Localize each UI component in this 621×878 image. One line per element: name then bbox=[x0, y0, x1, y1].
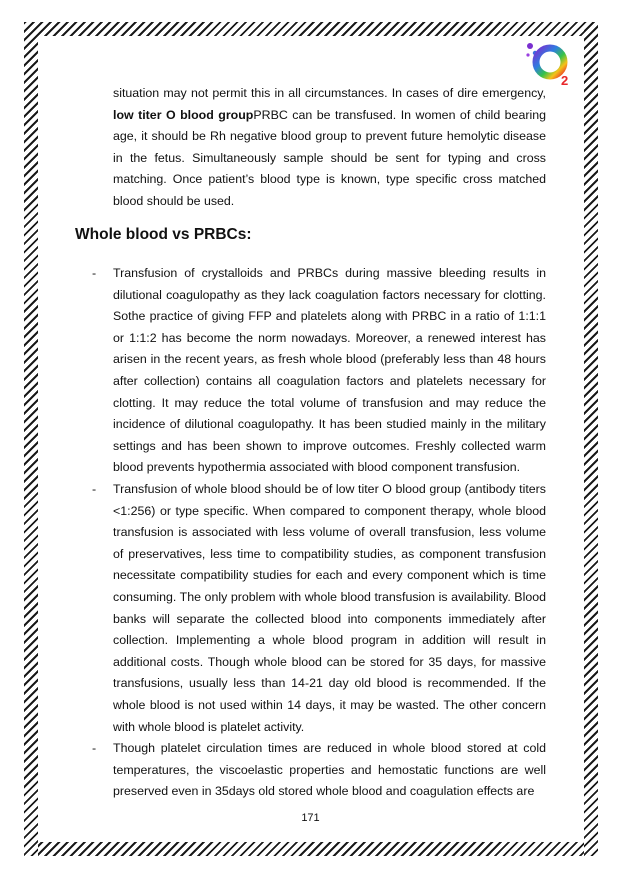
intro-text-start: situation may not permit this in all circumstances. In cases of dire emergency, bbox=[113, 86, 546, 100]
page-border-bottom bbox=[24, 842, 598, 856]
page-number: 171 bbox=[301, 812, 320, 824]
bullet-marker: - bbox=[92, 741, 97, 755]
intro-text-end: PRBC can be transfused. In women of child bearing age, it should be Rh negative blood group to prevent future hemolytic disease in the fetus. Simultaneously sample should be sent for typing and cross matching. Once patient’s blood type is known, type specific cross matched blood should be used. bbox=[113, 107, 547, 208]
bullet-marker: - bbox=[92, 482, 97, 496]
svg-text:2: 2 bbox=[561, 73, 569, 88]
page-border-top bbox=[24, 22, 598, 36]
o2-logo-icon bbox=[522, 38, 580, 88]
list-item: Transfusion of whole blood should be of low titer O blood group (antibody titers <1:256) or type specific. When compared to component therapy, whole blood transfusion is associated with less volume of overall transfusion, less volume of preservatives, less time to compatibility studies, as component transfusion necessitate compatibility studies for each and every component which is time consuming. The only problem with whole blood transfusion is availability. Blood banks will separate the collected blood into components immediately after collection. Implementing a whole blood program in addition will result in additional costs. Though whole blood can be stored for 35 days, for massive transfusions, usually less than 14-21 day old blood is recommended. If the whole blood is not used within 14 days, it may be wasted. The other concern with whole blood is platelet activity. bbox=[113, 482, 546, 734]
intro-bold-text: low titer O blood group bbox=[113, 107, 254, 122]
bullet-marker: - bbox=[92, 266, 97, 280]
intro-paragraph bbox=[113, 83, 546, 213]
page-border-left bbox=[24, 22, 38, 856]
page-border-right bbox=[584, 22, 598, 856]
section-heading: Whole blood vs PRBCs: bbox=[75, 226, 252, 243]
list-item: Though platelet circulation times are reduced in whole blood stored at cold temperatures, the viscoelastic properties and hemostatic functions are well preserved even in 35days old stored whole blood and coagulation effects are bbox=[113, 741, 546, 799]
list-item: Transfusion of crystalloids and PRBCs during massive bleeding results in dilutional coagulopathy as they lack coagulation factors necessary for clotting. Sothe practice of giving FFP and platelets along with PRBC in a ratio of 1:1:1 or 1:1:2 has become the norm nowadays. Moreover, a renewed interest has arisen in the recent years, as fresh whole blood (preferably less than 48 hours after collection) contains all coagulation factors and platelets necessary for clotting. It may reduce the total volume of transfusion and may reduce the incidence of dilutional coagulopathy. It has been studied mainly in the military settings and has been shown to improve outcomes. Freshly collected warm blood prevents hypothermia associated with blood component transfusion. bbox=[113, 266, 546, 475]
